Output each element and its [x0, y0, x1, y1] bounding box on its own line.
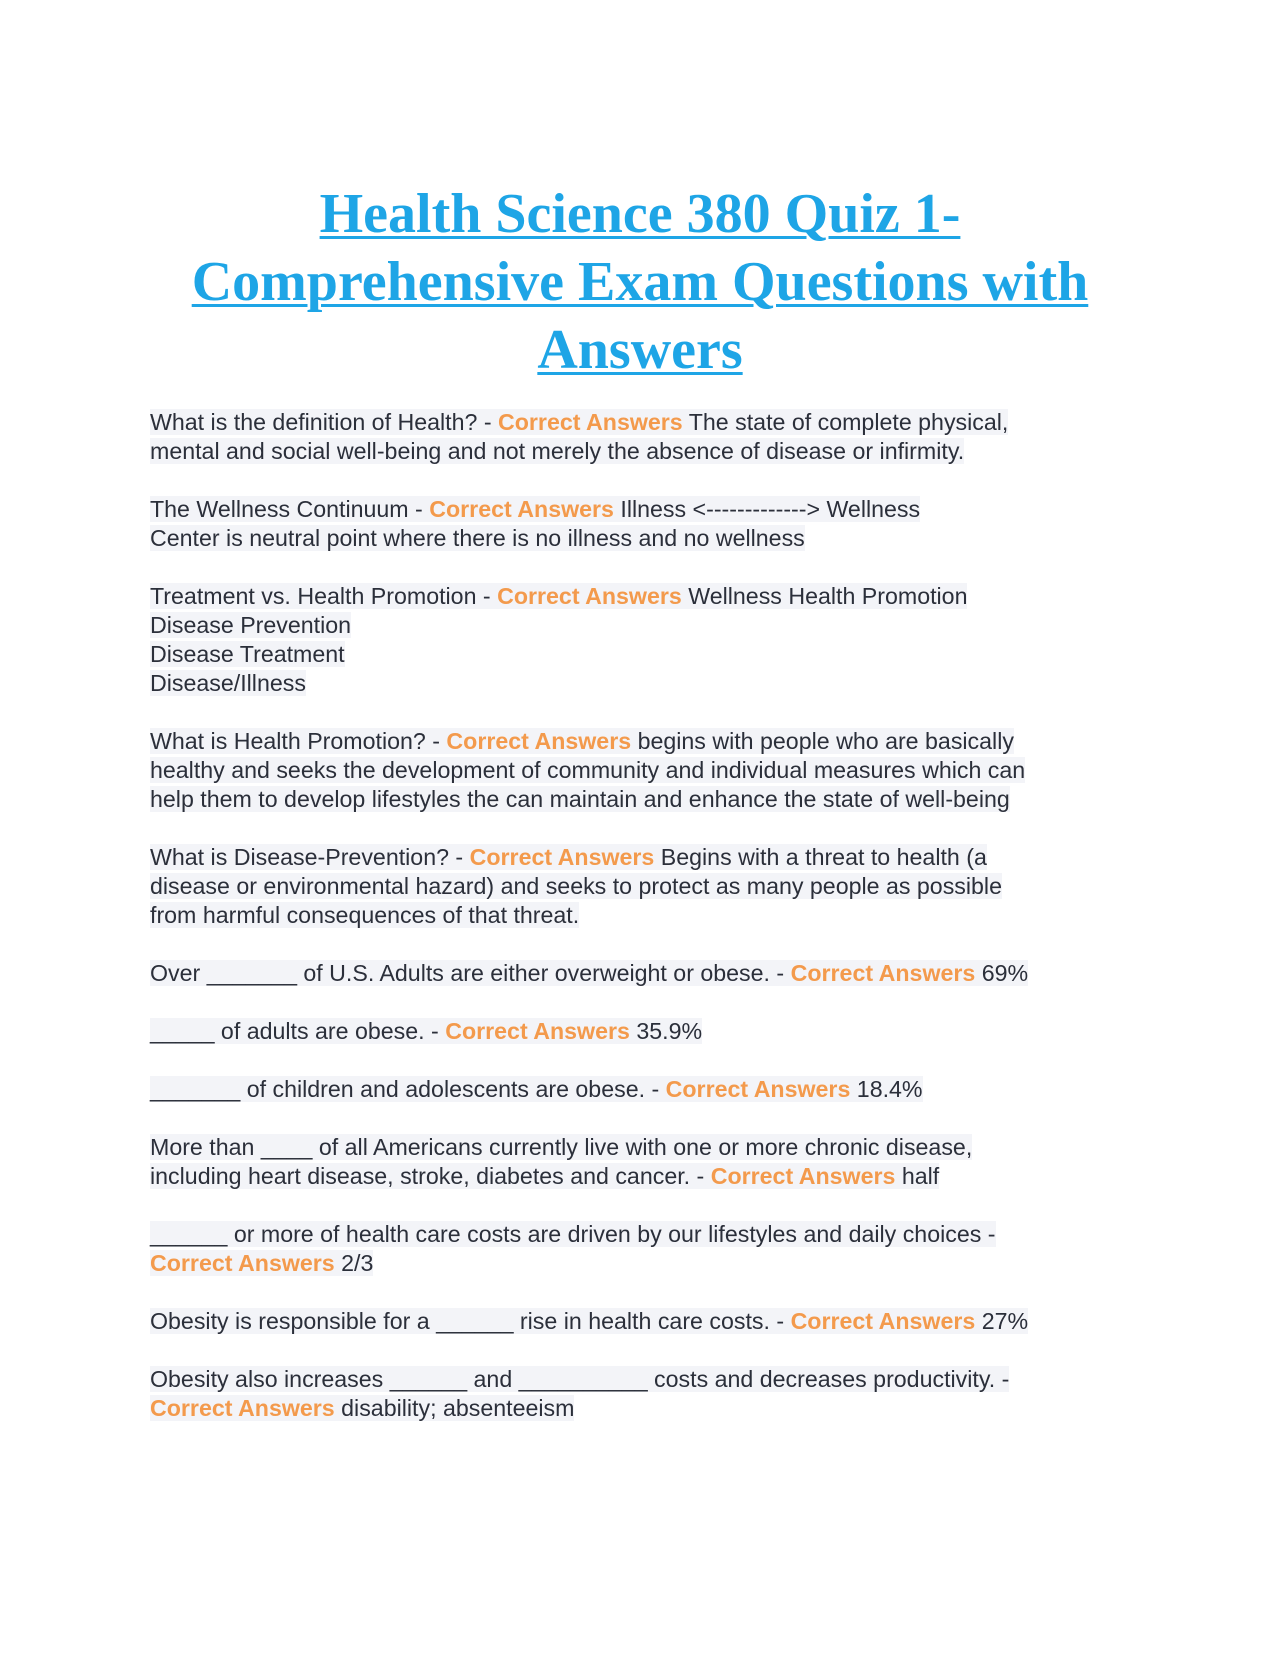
qa-text: mental and social well-being and not merely the absence of disease or infirmity.	[150, 438, 965, 464]
qa-line	[150, 785, 1130, 814]
qa-line	[150, 1017, 1130, 1046]
qa-text: ______ or more of health care costs are driven by our lifestyles and daily choices -	[150, 1221, 996, 1247]
correct-answers-label: Correct Answers	[790, 1308, 976, 1334]
question-text: What is the definition of Health? -	[150, 409, 498, 435]
question-text: Treatment vs. Health Promotion -	[150, 583, 498, 609]
correct-answers-label: Correct Answers	[150, 1250, 335, 1276]
qa-highlight	[150, 1308, 1028, 1334]
question-answer-list	[150, 408, 1130, 1452]
qa-text: disease or environmental hazard) and seeks to protect as many people as possible	[150, 873, 1002, 899]
correct-answers-label: Correct Answers	[429, 496, 614, 522]
qa-item	[150, 1017, 1130, 1046]
qa-highlight	[150, 1250, 373, 1276]
qa-item	[150, 1365, 1130, 1423]
qa-line	[150, 1394, 1130, 1423]
question-text: What is Disease-Prevention? -	[150, 844, 470, 870]
qa-item	[150, 1307, 1130, 1336]
qa-item	[150, 1220, 1130, 1278]
qa-line	[150, 495, 1130, 524]
qa-item	[150, 495, 1130, 553]
qa-highlight	[150, 1076, 923, 1102]
qa-line	[150, 959, 1130, 988]
qa-line	[150, 756, 1130, 785]
qa-highlight	[150, 1163, 939, 1189]
qa-line	[150, 611, 1130, 640]
question-text: Obesity is responsible for a ______ rise in health care costs. -	[150, 1308, 791, 1334]
qa-line	[150, 408, 1130, 437]
qa-item	[150, 843, 1130, 930]
qa-line	[150, 640, 1130, 669]
answer-text: 27%	[975, 1308, 1029, 1334]
answer-text: half	[895, 1163, 940, 1189]
correct-answers-label: Correct Answers	[150, 1395, 335, 1421]
qa-item	[150, 1075, 1130, 1104]
document-title	[150, 180, 1130, 384]
qa-line	[150, 524, 1130, 553]
qa-text: Center is neutral point where there is no illness and no wellness	[150, 525, 805, 551]
qa-highlight	[150, 1395, 574, 1421]
answer-text: 69%	[975, 960, 1029, 986]
qa-item	[150, 582, 1130, 698]
answer-text: Illness <-------------> Wellness	[613, 496, 921, 522]
answer-text: 35.9%	[629, 1018, 703, 1044]
title-line: Answers	[537, 319, 743, 381]
correct-answers-label: Correct Answers	[498, 409, 683, 435]
qa-line	[150, 901, 1130, 930]
qa-line	[150, 872, 1130, 901]
question-text: _______ of children and adolescents are obese. -	[150, 1076, 666, 1102]
answer-text: begins with people who are basically	[631, 728, 1014, 754]
answer-text: disability; absenteeism	[334, 1395, 575, 1421]
qa-text: help them to develop lifestyles the can maintain and enhance the state of well-being	[150, 786, 1010, 812]
qa-highlight	[150, 1018, 702, 1044]
qa-highlight	[150, 728, 1014, 754]
qa-item	[150, 959, 1130, 988]
question-text: including heart disease, stroke, diabetes and cancer. -	[150, 1163, 711, 1189]
correct-answers-label: Correct Answers	[790, 960, 976, 986]
qa-highlight	[150, 960, 1028, 986]
qa-text: healthy and seeks the development of community and individual measures which can	[150, 757, 1026, 783]
question-text: Over _______ of U.S. Adults are either overweight or obese. -	[150, 960, 791, 986]
qa-text: More than ____ of all Americans currently live with one or more chronic disease,	[150, 1134, 973, 1160]
qa-highlight	[150, 496, 920, 522]
qa-highlight	[150, 583, 967, 609]
qa-item	[150, 727, 1130, 814]
qa-line	[150, 1075, 1130, 1104]
qa-line	[150, 582, 1130, 611]
qa-line	[150, 437, 1130, 466]
question-text: _____ of adults are obese. -	[150, 1018, 446, 1044]
qa-text: Disease/Illness	[150, 670, 306, 696]
qa-line	[150, 1365, 1130, 1394]
qa-line	[150, 1220, 1130, 1249]
qa-item	[150, 1133, 1130, 1191]
correct-answers-label: Correct Answers	[497, 583, 682, 609]
correct-answers-label: Correct Answers	[445, 1018, 630, 1044]
qa-line	[150, 843, 1130, 872]
correct-answers-label: Correct Answers	[469, 844, 655, 870]
answer-text: Wellness Health Promotion	[681, 583, 968, 609]
qa-item	[150, 408, 1130, 466]
qa-line	[150, 1307, 1130, 1336]
qa-text: Disease Prevention	[150, 612, 352, 638]
qa-line	[150, 727, 1130, 756]
correct-answers-label: Correct Answers	[710, 1163, 896, 1189]
correct-answers-label: Correct Answers	[665, 1076, 851, 1102]
qa-line	[150, 1133, 1130, 1162]
qa-line	[150, 1162, 1130, 1191]
question-text: What is Health Promotion? -	[150, 728, 447, 754]
answer-text: 2/3	[334, 1250, 374, 1276]
qa-text: from harmful consequences of that threat.	[150, 902, 580, 928]
answer-text: Begins with a threat to health (a	[654, 844, 987, 870]
question-text: The Wellness Continuum -	[150, 496, 430, 522]
qa-highlight	[150, 409, 1008, 435]
title-line: Comprehensive Exam Questions with	[191, 251, 1089, 313]
title-line: Health Science 380 Quiz 1-	[319, 183, 961, 245]
qa-text: Obesity also increases ______ and __________ costs and decreases productivity. -	[150, 1366, 1010, 1392]
correct-answers-label: Correct Answers	[446, 728, 632, 754]
qa-line	[150, 669, 1130, 698]
qa-line	[150, 1249, 1130, 1278]
qa-highlight	[150, 844, 987, 870]
answer-text: The state of complete physical,	[682, 409, 1009, 435]
qa-text: Disease Treatment	[150, 641, 345, 667]
answer-text: 18.4%	[850, 1076, 923, 1102]
